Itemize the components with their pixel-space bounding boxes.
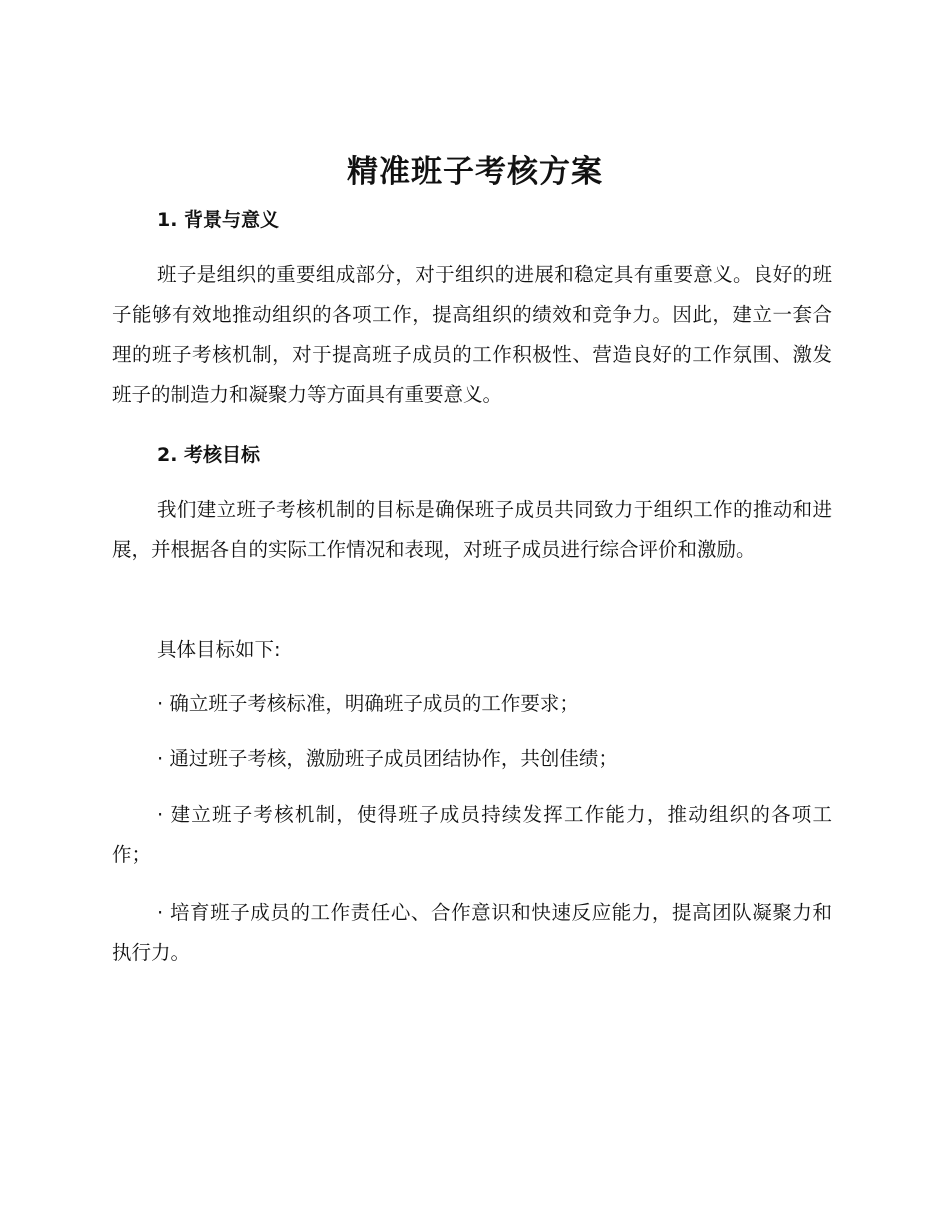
goal-bullet: · 培育班子成员的工作责任心、合作意识和快速反应能力，提高团队凝聚力和执行力。 — [112, 901, 832, 964]
goal-bullet: · 确立班子考核标准，明确班子成员的工作要求； — [157, 692, 579, 715]
goals-intro: 具体目标如下: — [157, 638, 281, 661]
document-title: 精准班子考核方案 — [347, 154, 603, 190]
section-heading-goals: 2. 考核目标 — [157, 444, 261, 466]
goal-bullet: · 通过班子考核，激励班子成员团结协作，共创佳绩； — [157, 747, 618, 770]
section-paragraph-goals: 我们建立班子考核机制的目标是确保班子成员共同致力于组织工作的推动和进展，并根据各自的实际工作情况和表现，对班子成员进行综合评价和激励。 — [112, 498, 832, 561]
section-heading-background: 1. 背景与意义 — [157, 209, 280, 231]
section-paragraph-background: 班子是组织的重要组成部分，对于组织的进展和稳定具有重要意义。良好的班子能够有效地推动组织的各项工作，提高组织的绩效和竞争力。因此，建立一套合理的班子考核机制，对于提高班子成员的工作积极性、营造良好的工作氛围、激发班子的制造力和凝聚力等方面具有重要意义。 — [112, 263, 832, 406]
goal-bullet: · 建立班子考核机制，使得班子成员持续发挥工作能力，推动组织的各项工作； — [112, 803, 832, 866]
